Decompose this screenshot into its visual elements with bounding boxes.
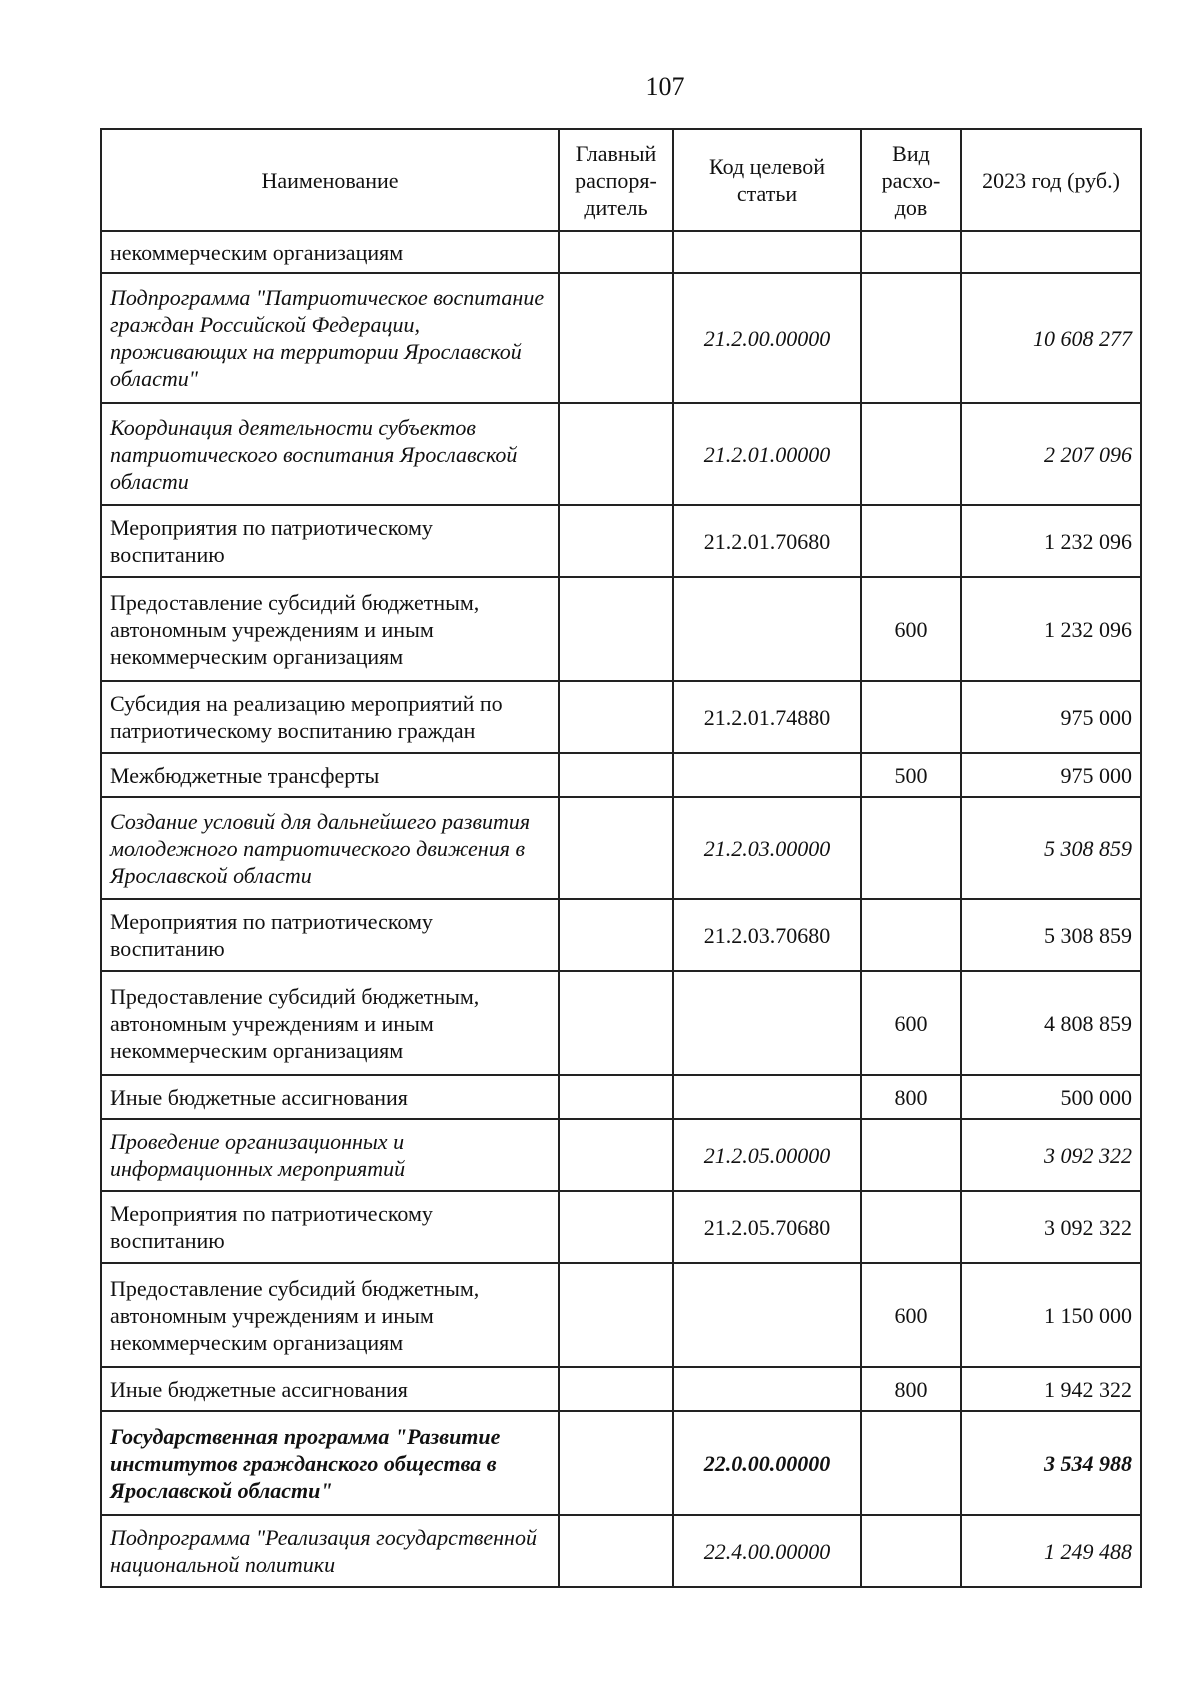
cell-kind [861, 1191, 961, 1263]
cell-code [673, 1075, 861, 1119]
cell-code [673, 753, 861, 797]
cell-amount: 3 092 322 [961, 1191, 1141, 1263]
table-row [101, 1367, 1141, 1411]
cell-code: 21.2.01.70680 [673, 505, 861, 577]
cell-kind [861, 681, 961, 753]
cell-amount: 1 942 322 [961, 1367, 1141, 1411]
table-body [101, 231, 1141, 1587]
table-header-row [101, 129, 1141, 231]
cell-code: 21.2.01.00000 [673, 403, 861, 505]
table-row [101, 403, 1141, 505]
header-amount: 2023 год (руб.) [961, 129, 1141, 231]
cell-manager [559, 899, 673, 971]
cell-manager [559, 1119, 673, 1191]
cell-kind: 600 [861, 971, 961, 1075]
cell-manager [559, 1367, 673, 1411]
cell-amount: 1 249 488 [961, 1515, 1141, 1587]
table-row [101, 1515, 1141, 1587]
cell-name: Мероприятия по патриотическому воспитанию [101, 1191, 559, 1263]
cell-amount: 5 308 859 [961, 899, 1141, 971]
cell-amount: 1 232 096 [961, 577, 1141, 681]
cell-manager [559, 505, 673, 577]
table-row [101, 971, 1141, 1075]
cell-amount: 975 000 [961, 753, 1141, 797]
cell-name: Проведение организационных и информационных мероприятий [101, 1119, 559, 1191]
page-number: 107 [645, 72, 685, 101]
table-row [101, 577, 1141, 681]
cell-name: Предоставление субсидий бюджетным, автономным учреждениям и иным некоммерческим организациям [101, 1263, 559, 1367]
cell-code: 21.2.03.70680 [673, 899, 861, 971]
header-kind: Вид расхо-дов [861, 129, 961, 231]
cell-manager [559, 681, 673, 753]
cell-amount: 500 000 [961, 1075, 1141, 1119]
cell-name: Межбюджетные трансферты [101, 753, 559, 797]
cell-code: 21.2.03.00000 [673, 797, 861, 899]
cell-name: Предоставление субсидий бюджетным, автономным учреждениям и иным некоммерческим организациям [101, 577, 559, 681]
cell-kind: 500 [861, 753, 961, 797]
header-name: Наименование [101, 129, 559, 231]
cell-code: 22.4.00.00000 [673, 1515, 861, 1587]
cell-name: Иные бюджетные ассигнования [101, 1367, 559, 1411]
table-row [101, 1119, 1141, 1191]
cell-manager [559, 797, 673, 899]
cell-kind: 800 [861, 1075, 961, 1119]
table-row [101, 797, 1141, 899]
cell-name: некоммерческим организациям [101, 231, 559, 273]
table-row [101, 231, 1141, 273]
cell-kind [861, 899, 961, 971]
cell-code [673, 1263, 861, 1367]
cell-name: Мероприятия по патриотическому воспитанию [101, 899, 559, 971]
table-row [101, 1411, 1141, 1515]
cell-amount: 2 207 096 [961, 403, 1141, 505]
cell-amount: 4 808 859 [961, 971, 1141, 1075]
header-code: Код целевой статьи [673, 129, 861, 231]
cell-manager [559, 403, 673, 505]
cell-code [673, 971, 861, 1075]
cell-manager [559, 1263, 673, 1367]
cell-kind [861, 505, 961, 577]
cell-kind [861, 403, 961, 505]
cell-amount [961, 231, 1141, 273]
cell-amount: 1 232 096 [961, 505, 1141, 577]
table-row [101, 681, 1141, 753]
cell-kind: 600 [861, 577, 961, 681]
cell-name: Мероприятия по патриотическому воспитанию [101, 505, 559, 577]
table-row [101, 273, 1141, 403]
cell-code: 21.2.05.00000 [673, 1119, 861, 1191]
cell-kind [861, 1411, 961, 1515]
cell-amount: 1 150 000 [961, 1263, 1141, 1367]
cell-name: Подпрограмма "Патриотическое воспитание граждан Российской Федерации, проживающих на территории Ярославской области" [101, 273, 559, 403]
cell-manager [559, 273, 673, 403]
cell-manager [559, 231, 673, 273]
cell-amount: 3 092 322 [961, 1119, 1141, 1191]
cell-name: Государственная программа "Развитие институтов гражданского общества в Ярославской области" [101, 1411, 559, 1515]
cell-manager [559, 577, 673, 681]
cell-code [673, 231, 861, 273]
cell-name: Субсидия на реализацию мероприятий по патриотическому воспитанию граждан [101, 681, 559, 753]
cell-code: 21.2.05.70680 [673, 1191, 861, 1263]
cell-manager [559, 971, 673, 1075]
cell-kind [861, 1119, 961, 1191]
cell-name: Иные бюджетные ассигнования [101, 1075, 559, 1119]
cell-manager [559, 1075, 673, 1119]
cell-kind: 800 [861, 1367, 961, 1411]
cell-code: 21.2.00.00000 [673, 273, 861, 403]
header-manager: Главный распоря-дитель [559, 129, 673, 231]
cell-name: Подпрограмма "Реализация государственной национальной политики [101, 1515, 559, 1587]
table-row [101, 753, 1141, 797]
cell-manager [559, 753, 673, 797]
cell-kind [861, 231, 961, 273]
table-row [101, 899, 1141, 971]
cell-amount: 975 000 [961, 681, 1141, 753]
cell-amount: 5 308 859 [961, 797, 1141, 899]
cell-kind [861, 273, 961, 403]
table-row [101, 1263, 1141, 1367]
table-row [101, 1075, 1141, 1119]
cell-name: Координация деятельности субъектов патриотического воспитания Ярославской области [101, 403, 559, 505]
cell-amount: 10 608 277 [961, 273, 1141, 403]
cell-code [673, 1367, 861, 1411]
cell-name: Создание условий для дальнейшего развития молодежного патриотического движения в Ярославской области [101, 797, 559, 899]
cell-code [673, 577, 861, 681]
cell-code: 21.2.01.74880 [673, 681, 861, 753]
cell-manager [559, 1191, 673, 1263]
cell-manager [559, 1411, 673, 1515]
cell-name: Предоставление субсидий бюджетным, автономным учреждениям и иным некоммерческим организациям [101, 971, 559, 1075]
cell-kind [861, 797, 961, 899]
cell-code: 22.0.00.00000 [673, 1411, 861, 1515]
budget-table [100, 128, 1142, 1588]
cell-kind [861, 1515, 961, 1587]
cell-manager [559, 1515, 673, 1587]
cell-amount: 3 534 988 [961, 1411, 1141, 1515]
table-row [101, 1191, 1141, 1263]
cell-kind: 600 [861, 1263, 961, 1367]
table-row [101, 505, 1141, 577]
